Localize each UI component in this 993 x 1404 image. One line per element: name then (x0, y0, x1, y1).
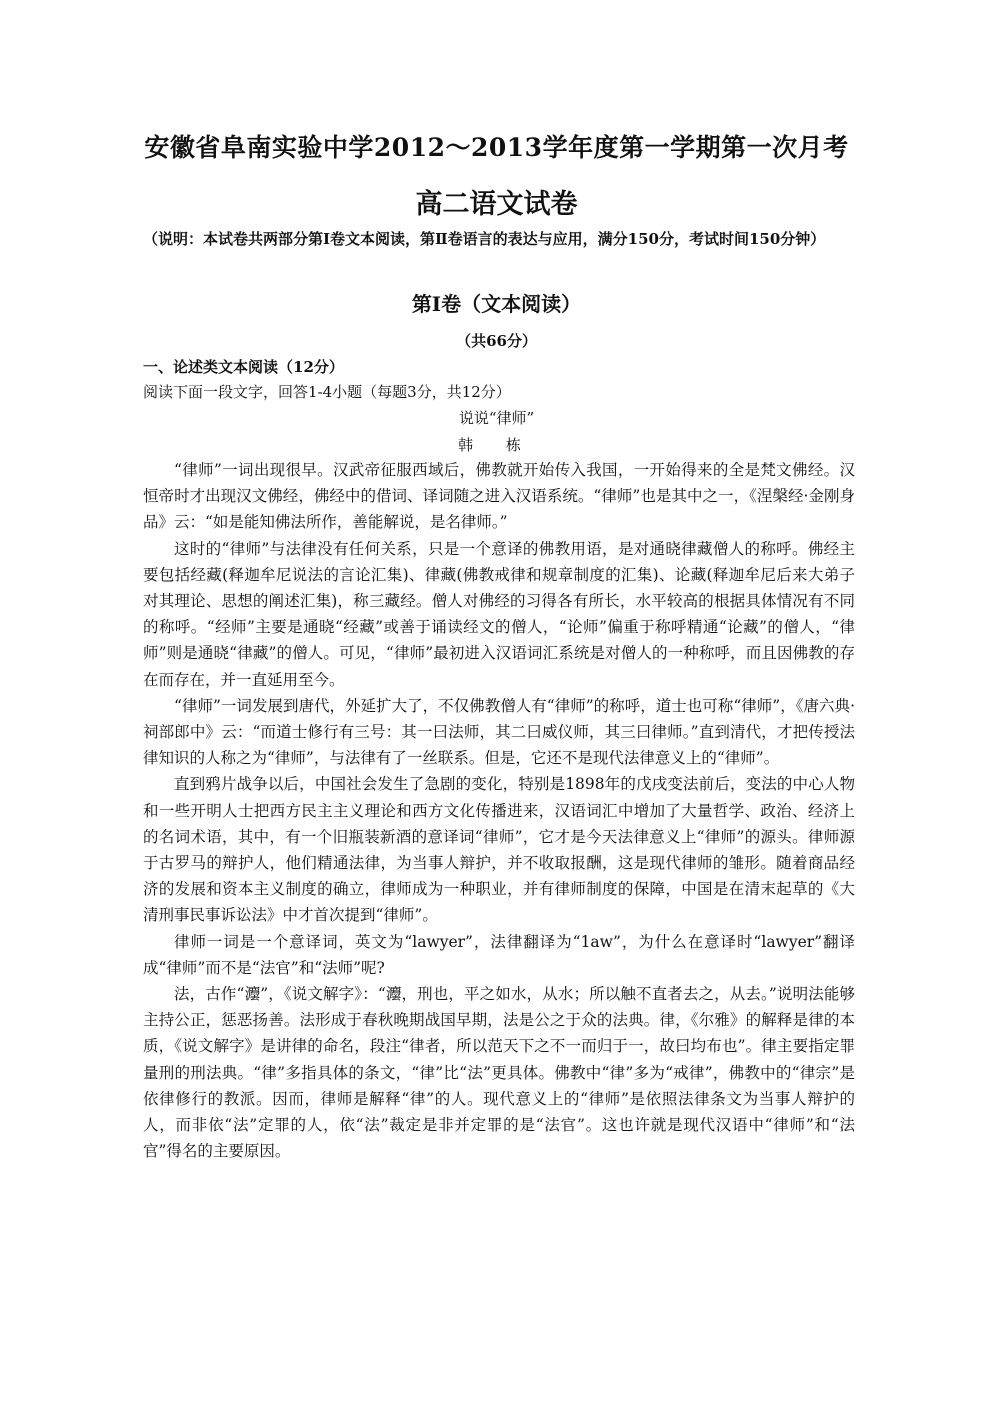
article-author: 韩 栋 (458, 436, 535, 454)
paragraph: “律师”一词发展到唐代，外延扩大了，不仅佛教僧人有“律师”的称呼，道士也可称“律师”，《唐六典·祠部郎中》云：“而道士修行有三号：其一曰法师，其二曰威仪师，其三曰律师。”直到清代，才把传授法律知识的人称之为“律师”，与法律有了一丝联系。但是，它还不是现代法律意义上的“律师”。 (143, 696, 855, 768)
section-title: 第Ⅰ卷（文本阅读） (411, 292, 582, 316)
exam-title: 安徽省阜南实验中学2012～2013学年度第一学期第一次月考 (144, 133, 849, 162)
paragraph: 直到鸦片战争以后，中国社会发生了急剧的变化，特别是1898年的戊戌变法前后，变法的中心人物和一些开明人士把西方民主主义理论和西方文化传播进来，汉语词汇中增加了大量哲学、政治、经济上的名词术语，其中，有一个旧瓶装新酒的意译词“律师”，它才是今天法律意义上“律师”的源头。律师源于古罗马的辩护人，他们精通法律，为当事人辩护，并不收取报酬，这是现代律师的雏形。随着商品经济的发展和资本主义制度的确立，律师成为一种职业，并有律师制度的保障，中国是在清末起草的《大清刑事民事诉讼法》中才首次提到“律师”。 (143, 775, 855, 925)
paragraph: 律师一词是一个意译词，英文为“lawyer”，法律翻译为“1aw”，为什么在意译时“lawyer”翻译成“律师”而不是“法官”和“法师”呢? (143, 932, 855, 977)
article-body (143, 457, 855, 1164)
exam-subtitle: 高二语文试卷 (415, 189, 578, 220)
paragraph: 法，古作“灋”，《说文解字》：“灋，刑也，平之如水，从水；所以触不直者去之，从去。”说明法能够主持公正，惩恶扬善。法形成于春秋晚期战国早期，法是公之于众的法典。律，《尔雅》的解释是律的本质，《说文解字》是讲律的命名，段注“律者，所以范天下之不一而归于一，故曰均布也”。律主要指定罪量刑的刑法典。“律”多指具体的条文，“律”比“法”更具体。佛教中“律”多为“戒律”，佛教中的“律宗”是依律修行的教派。因而，律师是解释“律”的人。现代意义上的“律师”是依照法律条文为当事人辩护的人，而非依“法”定罪的人，依“法”裁定是非并定罪的是“法官”。这也许就是现代汉语中“律师”和“法官”得名的主要原因。 (143, 985, 855, 1161)
article-title: 说说“律师” (458, 409, 535, 427)
section-score: （共66分） (456, 332, 537, 350)
exam-note: （说明：本试卷共两部分第Ⅰ卷文本阅读，第Ⅱ卷语言的表达与应用，满分150分，考试时间150分钟） (143, 230, 826, 248)
paragraph: “律师”一词出现很早。汉武帝征服西域后，佛教就开始传入我国，一开始得来的全是梵文佛经。汉恒帝时才出现汉文佛经，佛经中的借词、译词随之进入汉语系统。“律师”也是其中之一，《涅槃经·金刚身品》云：“如是能知佛法所作，善能解说，是名律师。” (143, 461, 855, 532)
instruction-line: 阅读下面一段文字，回答1-4小题（每题3分，共12分） (143, 383, 511, 401)
paragraph: 这时的“律师”与法律没有任何关系，只是一个意译的佛教用语，是对通晓律藏僧人的称呼。佛经主要包括经藏(释迦牟尼说法的言论汇集)、律藏(佛教戒律和规章制度的汇集)、论藏(释迦牟尼后来大弟子对其理论、思想的阐述汇集)，称三藏经。僧人对佛经的习得各有所长，水平较高的根据具体情况有不同的称呼。“经师”主要是通晓“经藏”或善于诵读经文的僧人，“论师”偏重于称呼精通“论藏”的僧人，“律师”则是通晓“律藏”的僧人。可见，“律师”最初进入汉语词汇系统是对僧人的一种称呼，而且因佛教的存在而存在，并一直延用至今。 (143, 539, 855, 689)
part-heading: 一、论述类文本阅读（12分） (143, 358, 344, 376)
